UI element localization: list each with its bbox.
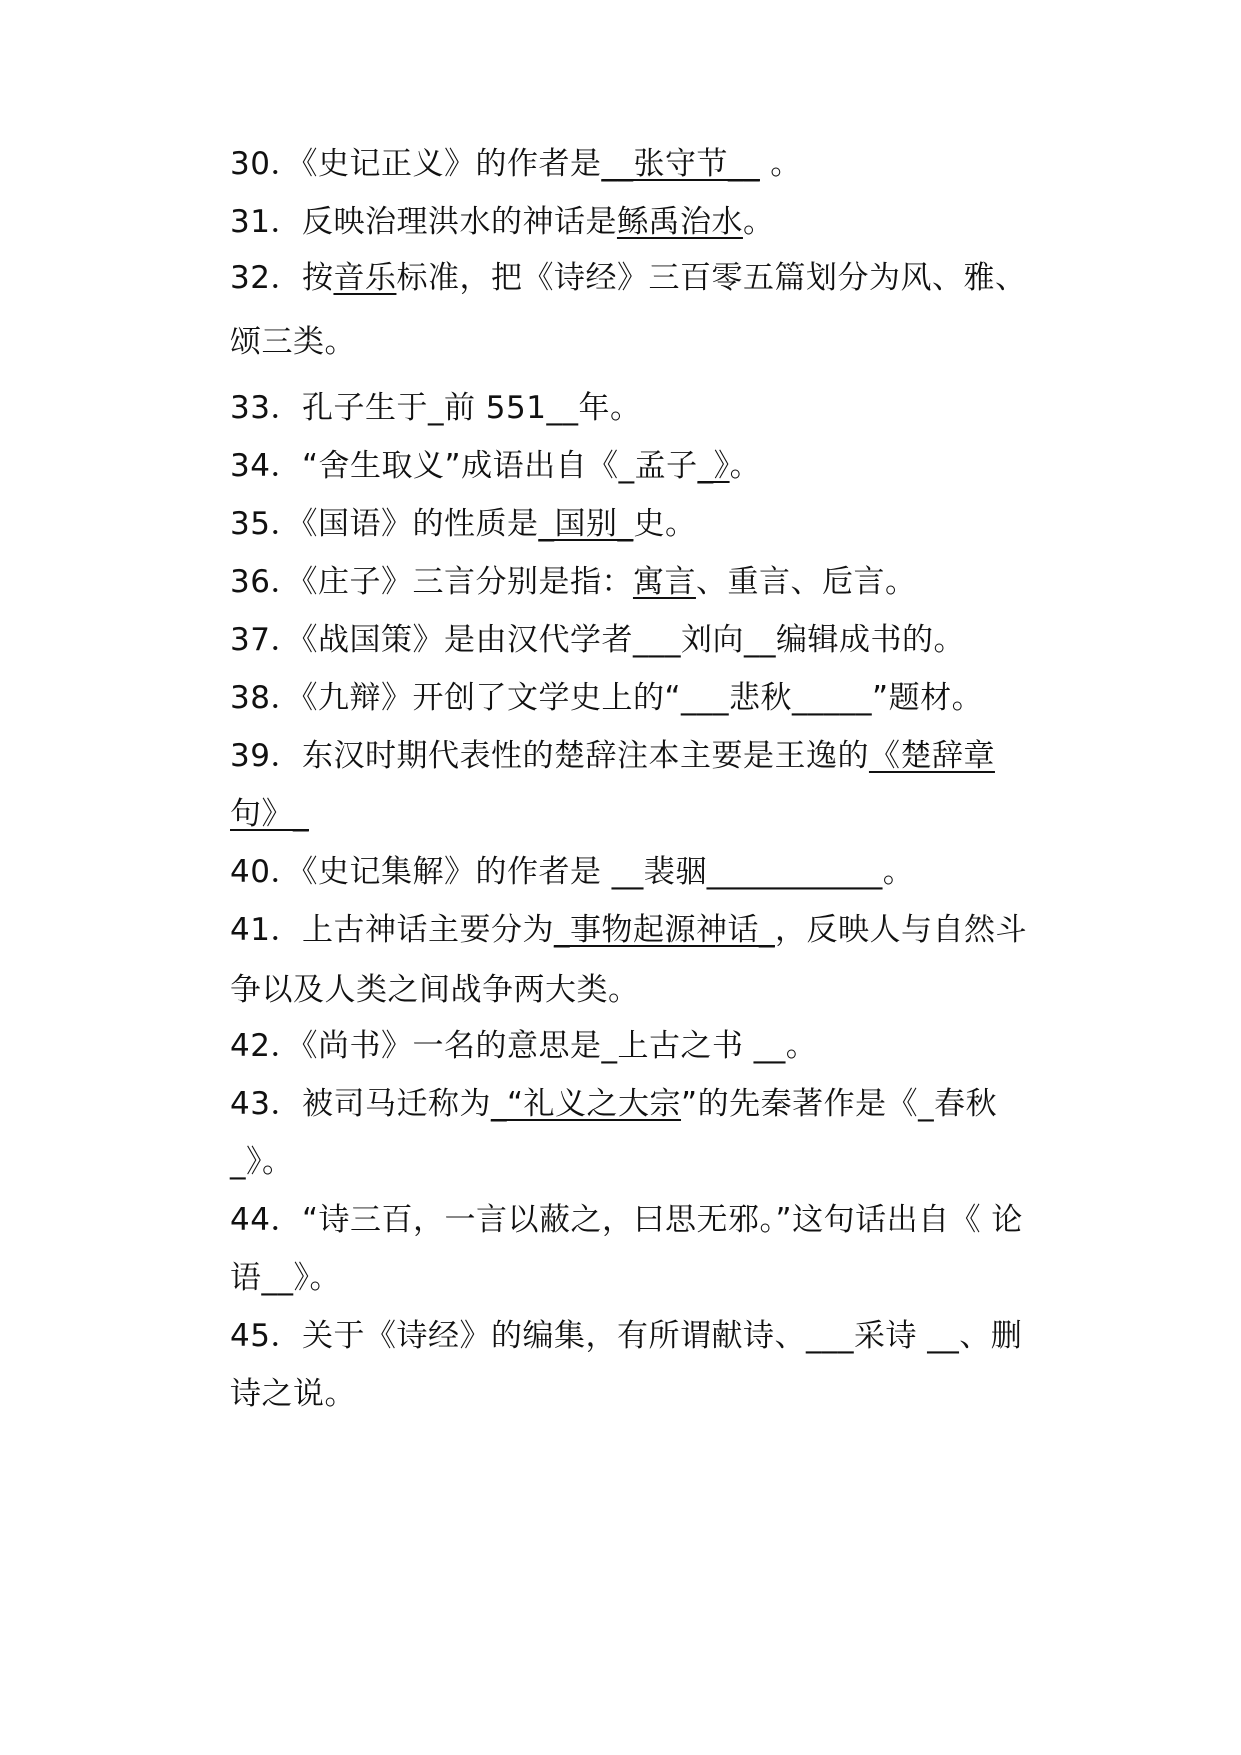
text-segment: 史。 bbox=[633, 506, 697, 542]
text-segment: 标准，把《诗经》三百零五篇划分为风、雅、 bbox=[396, 260, 1027, 296]
text-segment: 42．《尚书》一名的意思是_上古之书 __。 bbox=[230, 1028, 818, 1064]
text-segment: 34．“舍生取义”成语出自《_孟子 bbox=[230, 448, 698, 484]
question-31-line-1 bbox=[230, 202, 774, 242]
text-segment: 40．《史记集解》的作者是 __裴骃___________。 bbox=[230, 854, 915, 890]
question-41-line-1 bbox=[230, 910, 1027, 950]
answer-underlined: 音乐 bbox=[333, 260, 397, 296]
question-34-line-1 bbox=[230, 446, 761, 486]
question-40-line-1 bbox=[230, 852, 914, 892]
text-segment: 38．《九辩》开创了文学史上的“___悲秋_____”题材。 bbox=[230, 680, 984, 716]
answer-underlined: _》 bbox=[697, 448, 730, 484]
text-segment: 。 bbox=[759, 146, 802, 182]
question-45-line-1 bbox=[230, 1316, 1022, 1356]
text-segment: _》。 bbox=[230, 1144, 294, 1180]
text-segment: 。 bbox=[729, 448, 762, 484]
text-segment: 32．按 bbox=[230, 260, 334, 296]
question-36-line-1 bbox=[230, 562, 916, 602]
text-segment: 31．反映治理洪水的神话是 bbox=[230, 204, 617, 240]
answer-underlined: _“礼义之大宗 bbox=[490, 1086, 682, 1122]
question-30-line-1 bbox=[230, 144, 802, 184]
text-segment: ”的先秦著作是《_春秋 bbox=[681, 1086, 998, 1122]
question-38-line-1 bbox=[230, 678, 983, 718]
question-42-line-1 bbox=[230, 1026, 817, 1066]
answer-underlined: 鲧禹治水 bbox=[616, 204, 743, 240]
text-segment: ，反映人与自然斗 bbox=[774, 912, 1027, 948]
text-segment: 35．《国语》的性质是 bbox=[230, 506, 539, 542]
question-44-line-1 bbox=[230, 1200, 1023, 1240]
question-33-line-1 bbox=[230, 388, 641, 428]
question-39-line-2 bbox=[230, 794, 309, 834]
text-segment: 39．东汉时期代表性的楚辞注本主要是王逸的 bbox=[230, 738, 869, 774]
answer-underlined: _事物起源神话_ bbox=[553, 912, 775, 948]
question-39-line-1 bbox=[230, 736, 995, 776]
answer-underlined: _国别_ bbox=[538, 506, 634, 542]
answer-underlined: __张守节__ bbox=[601, 146, 760, 182]
text-segment: 44．“诗三百，一言以蔽之，曰思无邪。”这句话出自《 论 bbox=[230, 1202, 1023, 1238]
answer-underlined: 寓言 bbox=[632, 564, 696, 600]
text-segment: 37．《战国策》是由汉代学者___刘向__编辑成书的。 bbox=[230, 622, 965, 658]
question-41-line-2 bbox=[230, 970, 640, 1010]
text-segment: 。 bbox=[742, 204, 775, 240]
question-43-line-1 bbox=[230, 1084, 997, 1124]
text-segment: 43．被司马迁称为 bbox=[230, 1086, 491, 1122]
text-segment: 诗之说。 bbox=[230, 1376, 356, 1412]
text-segment: 、重言、卮言。 bbox=[695, 564, 917, 600]
text-segment: 争以及人类之间战争两大类。 bbox=[230, 972, 640, 1008]
answer-underlined: 《楚辞章 bbox=[868, 738, 995, 774]
answer-underlined: 句》_ bbox=[230, 796, 309, 832]
question-32-line-1 bbox=[230, 258, 1026, 298]
text-segment: 36．《庄子》三言分别是指： bbox=[230, 564, 633, 600]
question-37-line-1 bbox=[230, 620, 965, 660]
text-segment: 颂三类。 bbox=[230, 324, 356, 360]
text-segment: 33．孔子生于_前 551__年。 bbox=[230, 390, 642, 426]
text-segment: 41．上古神话主要分为 bbox=[230, 912, 554, 948]
question-35-line-1 bbox=[230, 504, 696, 544]
text-segment: 45．关于《诗经》的编集，有所谓献诗、___采诗 __、删 bbox=[230, 1318, 1023, 1354]
question-43-line-2 bbox=[230, 1142, 294, 1182]
question-45-line-2 bbox=[230, 1374, 356, 1414]
question-44-line-2 bbox=[230, 1258, 341, 1298]
question-32-line-2 bbox=[230, 322, 356, 362]
text-segment: 30．《史记正义》的作者是 bbox=[230, 146, 602, 182]
text-segment: 语__》。 bbox=[230, 1260, 341, 1296]
